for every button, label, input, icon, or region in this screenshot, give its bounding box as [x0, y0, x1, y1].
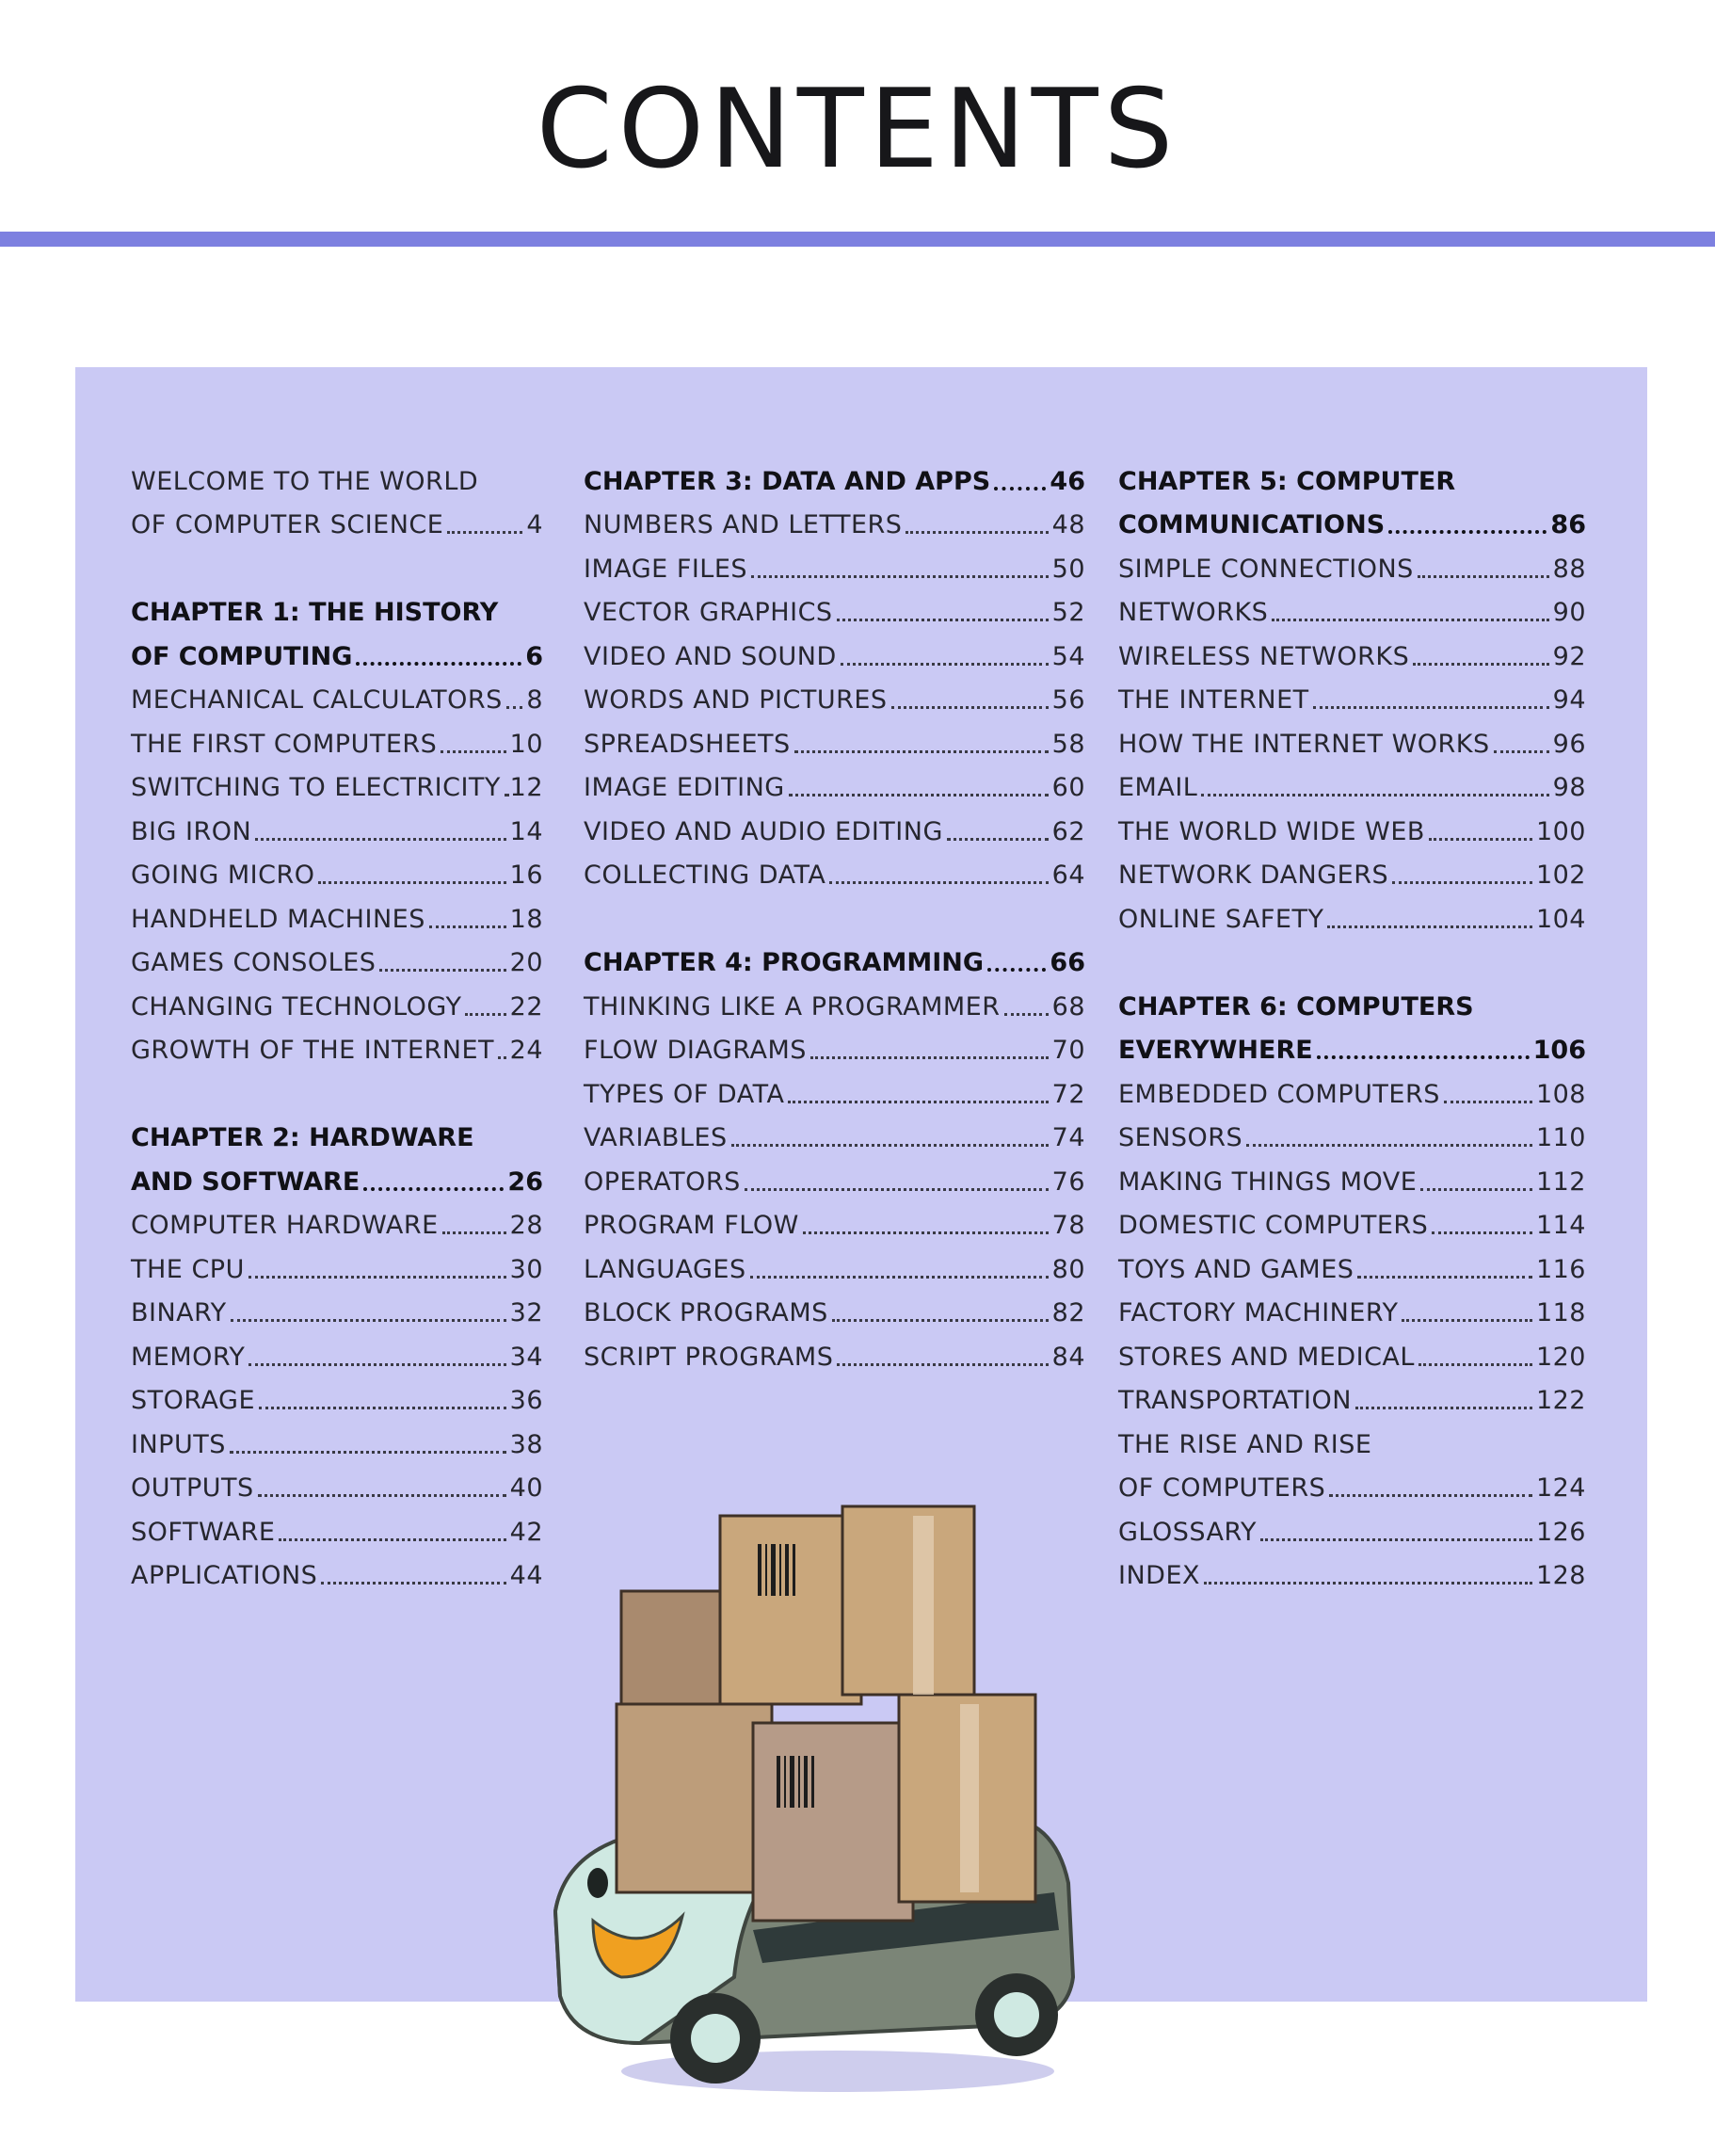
toc-entry-spreadsheets[interactable]	[584, 713, 1085, 757]
dot-leader	[1413, 663, 1548, 666]
toc-entry-title: TOYS AND GAMES	[1118, 1254, 1354, 1284]
dot-leader	[363, 1187, 504, 1191]
toc-page-number: 100	[1535, 816, 1586, 846]
toc-entry-embedded-computers[interactable]	[1118, 1063, 1586, 1107]
toc-entry-title: GAMES CONSOLES	[131, 948, 377, 977]
toc-entry-glossary[interactable]	[1118, 1501, 1586, 1545]
toc-entry-title: OUTPUTS	[131, 1473, 254, 1503]
toc-entry-script-programs[interactable]	[584, 1326, 1085, 1370]
page-title: CONTENTS	[536, 66, 1179, 193]
toc-entry-title: OF COMPUTER SCIENCE	[131, 510, 444, 539]
toc-page-number: 20	[509, 948, 543, 977]
dot-leader	[832, 1319, 1049, 1322]
dot-leader	[1329, 1494, 1532, 1497]
toc-page-number: 80	[1051, 1254, 1085, 1284]
dot-leader	[829, 881, 1048, 884]
toc-page-number: 74	[1051, 1123, 1085, 1152]
dot-leader	[255, 838, 505, 841]
toc-page-number: 50	[1051, 554, 1085, 584]
dot-leader	[1418, 575, 1549, 578]
toc-page-number: 52	[1051, 598, 1085, 627]
toc-entry-title: GROWTH OF THE INTERNET	[131, 1036, 495, 1065]
toc-entry-title: IMAGE EDITING	[584, 773, 785, 802]
toc-entry-factory-machinery[interactable]	[1118, 1282, 1586, 1327]
toc-entry-title: CHANGING TECHNOLOGY	[131, 991, 462, 1022]
dot-leader	[318, 881, 505, 884]
toc-entry-of-computer-science[interactable]	[131, 494, 543, 539]
toc-entry-words-and-pictures[interactable]	[584, 669, 1085, 714]
toc-entry-video-and-audio-editing[interactable]	[584, 800, 1085, 845]
toc-page-number: 14	[509, 816, 543, 846]
dot-leader	[750, 1276, 1049, 1279]
toc-page-number: 66	[1050, 948, 1085, 977]
toc-entry-title: SWITCHING TO ELECTRICITY	[131, 773, 501, 802]
toc-page-number: 28	[509, 1211, 543, 1240]
toc-entry-games-consoles[interactable]	[131, 932, 543, 976]
toc-entry-changing-technology[interactable]	[131, 975, 543, 1020]
dot-leader	[1004, 1013, 1049, 1016]
dot-leader	[745, 1188, 1049, 1191]
dot-leader	[810, 1056, 1049, 1059]
toc-entry-computer-hardware[interactable]	[131, 1195, 543, 1239]
dot-leader	[1201, 794, 1548, 796]
toc-entry-making-things-move[interactable]	[1118, 1150, 1586, 1195]
toc-entry-title: CHAPTER 5: COMPUTER	[1118, 466, 1456, 496]
toc-page-number: 4	[526, 510, 543, 539]
toc-entry-how-the-internet-works[interactable]	[1118, 713, 1586, 757]
toc-entry-domestic-computers[interactable]	[1118, 1195, 1586, 1239]
toc-page-number: 126	[1535, 1517, 1586, 1547]
dot-leader	[1317, 1055, 1530, 1059]
toc-entry-title: NETWORK DANGERS	[1118, 861, 1389, 890]
toc-page-number: 30	[509, 1254, 543, 1284]
dot-leader	[506, 706, 523, 709]
toc-spacer	[1118, 932, 1586, 976]
toc-page-number: 10	[509, 729, 543, 759]
dot-leader	[1272, 619, 1548, 621]
toc-entry-the-internet[interactable]	[1118, 669, 1586, 714]
toc-page-number: 110	[1535, 1123, 1586, 1152]
title-rule	[0, 232, 1715, 247]
toc-entry-title: COLLECTING DATA	[584, 861, 826, 890]
toc-entry-title: THE INTERNET	[1118, 685, 1309, 715]
toc-entry-handheld-machines[interactable]	[131, 888, 543, 932]
toc-entry-numbers-and-letters[interactable]	[584, 494, 1085, 539]
dot-leader	[1402, 1319, 1532, 1322]
toc-entry-title: SPREADSHEETS	[584, 729, 791, 759]
toc-entry-title: BLOCK PROGRAMS	[584, 1298, 828, 1327]
toc-entry-title: INPUTS	[131, 1429, 226, 1459]
dot-leader	[279, 1538, 505, 1541]
toc-entry-title: AND SOFTWARE	[131, 1166, 361, 1197]
toc-chapter-of-computing[interactable]	[131, 625, 543, 669]
toc-page-number: 12	[509, 773, 543, 802]
dot-leader	[1204, 1582, 1532, 1585]
toc-entry-title: ONLINE SAFETY	[1118, 904, 1324, 934]
toc-entry-program-flow[interactable]	[584, 1195, 1085, 1239]
toc-page-number: 60	[1051, 773, 1085, 802]
toc-entry-networks[interactable]	[1118, 582, 1586, 626]
toc-entry-sensors[interactable]	[1118, 1107, 1586, 1151]
toc-entry-title: EVERYWHERE	[1118, 1036, 1313, 1065]
toc-entry-index[interactable]	[1118, 1545, 1586, 1589]
toc-page-number: 38	[509, 1429, 543, 1459]
toc-entry-title: THE RISE AND RISE	[1118, 1429, 1372, 1459]
dot-leader	[498, 1056, 506, 1059]
toc-entry-title: MEMORY	[131, 1342, 246, 1372]
toc-page-number: 114	[1535, 1211, 1586, 1240]
toc-entry-title: VIDEO AND AUDIO EDITING	[584, 816, 943, 846]
toc-entry-title: THE FIRST COMPUTERS	[131, 729, 438, 759]
toc-entry-email[interactable]	[1118, 757, 1586, 801]
toc-entry-operators[interactable]	[584, 1150, 1085, 1195]
toc-entry-title: TRANSPORTATION	[1118, 1386, 1352, 1415]
toc-entry-title: WIRELESS NETWORKS	[1118, 641, 1410, 671]
toc-page-number: 84	[1051, 1342, 1085, 1372]
toc-entry-title: INDEX	[1118, 1561, 1201, 1590]
dot-leader	[947, 838, 1049, 841]
toc-entry-title: BINARY	[131, 1298, 227, 1327]
dot-leader	[789, 794, 1049, 796]
toc-entry-title: GLOSSARY	[1118, 1517, 1258, 1547]
toc-page-number: 76	[1051, 1166, 1085, 1197]
toc-page-number: 64	[1051, 861, 1085, 890]
toc-entry-title: THINKING LIKE A PROGRAMMER	[584, 991, 1001, 1022]
dot-leader	[248, 1276, 506, 1279]
dot-leader	[731, 1144, 1049, 1147]
toc-chapter-chapter-5-computer[interactable]	[1118, 450, 1586, 494]
toc-page-number: 90	[1552, 598, 1586, 627]
dot-leader	[1444, 1101, 1532, 1103]
toc-chapter-communications[interactable]	[1118, 494, 1586, 539]
toc-entry-toys-and-games[interactable]	[1118, 1238, 1586, 1282]
toc-entry-the-cpu[interactable]	[131, 1238, 543, 1282]
toc-page-number: 34	[509, 1342, 543, 1372]
toc-spacer	[584, 888, 1085, 932]
toc-entry-transportation[interactable]	[1118, 1370, 1586, 1414]
toc-entry-title: IMAGE FILES	[584, 554, 748, 584]
toc-entry-title: DOMESTIC COMPUTERS	[1118, 1211, 1429, 1240]
toc-entry-storage[interactable]	[131, 1370, 543, 1414]
toc-entry-variables[interactable]	[584, 1107, 1085, 1151]
toc-entry-outputs[interactable]	[131, 1457, 543, 1502]
dot-leader	[258, 1494, 506, 1497]
dot-leader	[1246, 1144, 1532, 1147]
toc-entry-vector-graphics[interactable]	[584, 582, 1085, 626]
toc-chapter-chapter-4-programming[interactable]	[584, 932, 1085, 976]
toc-page-number: 96	[1552, 729, 1586, 759]
toc-page-number: 44	[509, 1561, 543, 1590]
dot-leader	[1420, 1188, 1532, 1191]
toc-entry-title: CHAPTER 4: PROGRAMMING	[584, 948, 985, 977]
toc-entry-types-of-data[interactable]	[584, 1063, 1085, 1107]
toc-chapter-everywhere[interactable]	[1118, 1020, 1586, 1064]
dot-leader	[259, 1407, 506, 1409]
toc-entry-title: SCRIPT PROGRAMS	[584, 1342, 834, 1372]
dot-leader	[1327, 925, 1531, 928]
dot-leader	[248, 1363, 505, 1366]
toc-entry-applications[interactable]	[131, 1545, 543, 1589]
dot-leader	[379, 969, 505, 972]
toc-page-number: 120	[1535, 1342, 1586, 1372]
toc-page-number: 36	[509, 1386, 543, 1415]
toc-entry-of-computers[interactable]	[1118, 1457, 1586, 1502]
toc-entry-title: STORES AND MEDICAL	[1118, 1342, 1415, 1372]
toc-entry-title: MECHANICAL CALCULATORS	[131, 685, 503, 715]
toc-entry-title: SENSORS	[1118, 1123, 1243, 1152]
toc-page-number: 118	[1535, 1298, 1586, 1327]
toc-column-1	[131, 450, 543, 1588]
toc-entry-stores-and-medical[interactable]	[1118, 1326, 1586, 1370]
toc-column-2	[584, 450, 1085, 1370]
dot-leader	[429, 925, 506, 928]
dot-leader	[447, 531, 522, 534]
toc-entry-the-first-computers[interactable]	[131, 713, 543, 757]
toc-page-number: 128	[1535, 1561, 1586, 1590]
toc-entry-title: FACTORY MACHINERY	[1118, 1298, 1399, 1327]
toc-chapter-chapter-3-data-and-apps[interactable]	[584, 450, 1085, 494]
toc-entry-block-programs[interactable]	[584, 1282, 1085, 1327]
toc-page-number: 72	[1051, 1079, 1085, 1109]
toc-entry-the-world-wide-web[interactable]	[1118, 800, 1586, 845]
dot-leader	[1429, 838, 1532, 841]
car-with-boxes-illustration	[527, 1488, 1092, 2118]
dot-leader	[230, 1451, 506, 1454]
toc-entry-title: PROGRAM FLOW	[584, 1211, 799, 1240]
toc-entry-title: OF COMPUTING	[131, 641, 353, 671]
dot-leader	[321, 1582, 505, 1585]
toc-page-number: 112	[1535, 1166, 1586, 1197]
toc-page-number: 78	[1051, 1211, 1085, 1240]
toc-page-number: 82	[1051, 1298, 1085, 1327]
toc-entry-mechanical-calculators[interactable]	[131, 669, 543, 714]
dot-leader	[1355, 1407, 1532, 1409]
toc-entry-simple-connections[interactable]	[1118, 538, 1586, 582]
toc-entry-title: OF COMPUTERS	[1118, 1473, 1326, 1503]
dot-leader	[837, 619, 1049, 621]
dot-leader	[1494, 750, 1549, 753]
toc-entry-title: APPLICATIONS	[131, 1561, 318, 1590]
dot-leader	[505, 794, 506, 796]
dot-leader	[794, 750, 1049, 753]
dot-leader	[442, 1231, 506, 1234]
toc-page-number: 108	[1535, 1079, 1586, 1109]
toc-entry-title: SOFTWARE	[131, 1517, 276, 1547]
dot-leader	[841, 663, 1049, 666]
toc-chapter-and-software[interactable]	[131, 1150, 543, 1195]
toc-page-number: 70	[1051, 1036, 1085, 1065]
toc-entry-title: NETWORKS	[1118, 598, 1269, 627]
dot-leader	[751, 575, 1049, 578]
toc-page-number: 102	[1535, 861, 1586, 890]
dot-leader	[788, 1101, 1048, 1103]
toc-spacer	[131, 1063, 543, 1107]
toc-entry-software[interactable]	[131, 1501, 543, 1545]
toc-entry-title: CHAPTER 1: THE HISTORY	[131, 598, 499, 627]
toc-page-number: 32	[509, 1298, 543, 1327]
toc-chapter-chapter-6-computers[interactable]	[1118, 975, 1586, 1020]
toc-entry-title: SIMPLE CONNECTIONS	[1118, 554, 1414, 584]
toc-entry-big-iron[interactable]	[131, 800, 543, 845]
toc-page-number: 6	[525, 641, 543, 671]
dot-leader	[1357, 1276, 1532, 1279]
toc-entry-languages[interactable]	[584, 1238, 1085, 1282]
toc-page-number: 62	[1051, 816, 1085, 846]
toc-entry-binary[interactable]	[131, 1282, 543, 1327]
toc-page-number: 58	[1051, 729, 1085, 759]
toc-entry-title: WELCOME TO THE WORLD	[131, 466, 479, 496]
toc-entry-title: WORDS AND PICTURES	[584, 685, 888, 715]
toc-entry-title: VARIABLES	[584, 1123, 728, 1152]
toc-entry-online-safety[interactable]	[1118, 888, 1586, 932]
toc-page-number: 124	[1535, 1473, 1586, 1503]
toc-page-number: 48	[1051, 510, 1085, 539]
toc-entry-memory[interactable]	[131, 1326, 543, 1370]
toc-entry-flow-diagrams[interactable]	[584, 1020, 1085, 1064]
dot-leader	[994, 487, 1046, 491]
toc-entry-title: FLOW DIAGRAMS	[584, 1036, 807, 1065]
toc-entry-title: THE WORLD WIDE WEB	[1118, 816, 1425, 846]
toc-entry-inputs[interactable]	[131, 1413, 543, 1457]
dot-leader	[356, 662, 521, 666]
dot-leader	[906, 531, 1048, 534]
toc-entry-title: COMMUNICATIONS	[1118, 510, 1386, 539]
dot-leader	[1260, 1538, 1532, 1541]
dot-leader	[987, 968, 1046, 972]
toc-spacer	[131, 538, 543, 582]
toc-entry-title: HANDHELD MACHINES	[131, 904, 425, 934]
toc-page-number: 88	[1552, 554, 1586, 584]
toc-page-number: 22	[509, 991, 543, 1022]
toc-page-number: 116	[1535, 1254, 1586, 1284]
dot-leader	[465, 1013, 505, 1016]
toc-entry-welcome-to-the-world[interactable]	[131, 450, 543, 494]
toc-page-number: 26	[507, 1166, 543, 1197]
toc-entry-title: VECTOR GRAPHICS	[584, 598, 833, 627]
toc-entry-title: BIG IRON	[131, 816, 252, 846]
toc-entry-title: CHAPTER 3: DATA AND APPS	[584, 466, 991, 496]
toc-entry-wireless-networks[interactable]	[1118, 625, 1586, 669]
toc-page-number: 98	[1552, 773, 1586, 802]
toc-page-number: 122	[1535, 1386, 1586, 1415]
toc-entry-title: STORAGE	[131, 1386, 256, 1415]
toc-page-number: 42	[509, 1517, 543, 1547]
dot-leader	[231, 1319, 506, 1322]
dot-leader	[1432, 1231, 1532, 1234]
dot-leader	[837, 1363, 1048, 1366]
toc-entry-video-and-sound[interactable]	[584, 625, 1085, 669]
toc-page-number: 18	[509, 904, 543, 934]
toc-page-number: 68	[1051, 991, 1085, 1022]
toc-page-number: 46	[1050, 466, 1085, 496]
toc-page-number: 94	[1552, 685, 1586, 715]
toc-chapter-chapter-1-the-history[interactable]	[131, 582, 543, 626]
toc-column-3	[1118, 450, 1586, 1588]
toc-entry-image-files[interactable]	[584, 538, 1085, 582]
toc-entry-title: THE CPU	[131, 1254, 245, 1284]
toc-entry-title: TYPES OF DATA	[584, 1079, 785, 1109]
dot-leader	[441, 750, 505, 753]
toc-entry-network-dangers[interactable]	[1118, 845, 1586, 889]
toc-page-number: 56	[1051, 685, 1085, 715]
toc-entry-title: CHAPTER 2: HARDWARE	[131, 1123, 474, 1152]
toc-entry-going-micro[interactable]	[131, 845, 543, 889]
toc-entry-growth-of-the-internet[interactable]	[131, 1020, 543, 1064]
dot-leader	[1392, 881, 1532, 884]
toc-entry-switching-to-electricity[interactable]	[131, 757, 543, 801]
toc-entry-title: CHAPTER 6: COMPUTERS	[1118, 991, 1474, 1022]
toc-entry-collecting-data[interactable]	[584, 845, 1085, 889]
toc-entry-title: GOING MICRO	[131, 861, 315, 890]
dot-leader	[1388, 530, 1547, 534]
toc-entry-title: VIDEO AND SOUND	[584, 641, 837, 671]
toc-entry-title: OPERATORS	[584, 1166, 741, 1197]
toc-page-number: 8	[526, 685, 543, 715]
toc-page-number: 104	[1535, 904, 1586, 934]
dot-leader	[803, 1231, 1049, 1234]
toc-entry-title: LANGUAGES	[584, 1254, 746, 1284]
toc-entry-image-editing[interactable]	[584, 757, 1085, 801]
toc-page-number: 24	[509, 1036, 543, 1065]
toc-page-number: 106	[1532, 1036, 1586, 1065]
toc-page-number: 92	[1552, 641, 1586, 671]
toc-entry-title: NUMBERS AND LETTERS	[584, 510, 903, 539]
toc-page-number: 16	[509, 861, 543, 890]
toc-entry-title: EMAIL	[1118, 773, 1198, 802]
dot-leader	[1313, 706, 1549, 709]
toc-entry-the-rise-and-rise[interactable]	[1118, 1413, 1586, 1457]
toc-page-number: 40	[509, 1473, 543, 1503]
dot-leader	[891, 706, 1049, 709]
toc-entry-title: COMPUTER HARDWARE	[131, 1211, 439, 1240]
toc-entry-title: EMBEDDED COMPUTERS	[1118, 1079, 1440, 1109]
toc-page-number: 86	[1550, 510, 1586, 539]
toc-page-number: 54	[1051, 641, 1085, 671]
toc-chapter-chapter-2-hardware[interactable]	[131, 1107, 543, 1151]
toc-entry-title: MAKING THINGS MOVE	[1118, 1166, 1418, 1197]
toc-entry-title: HOW THE INTERNET WORKS	[1118, 729, 1490, 759]
toc-entry-thinking-like-a-programmer[interactable]	[584, 975, 1085, 1020]
dot-leader	[1418, 1363, 1532, 1366]
